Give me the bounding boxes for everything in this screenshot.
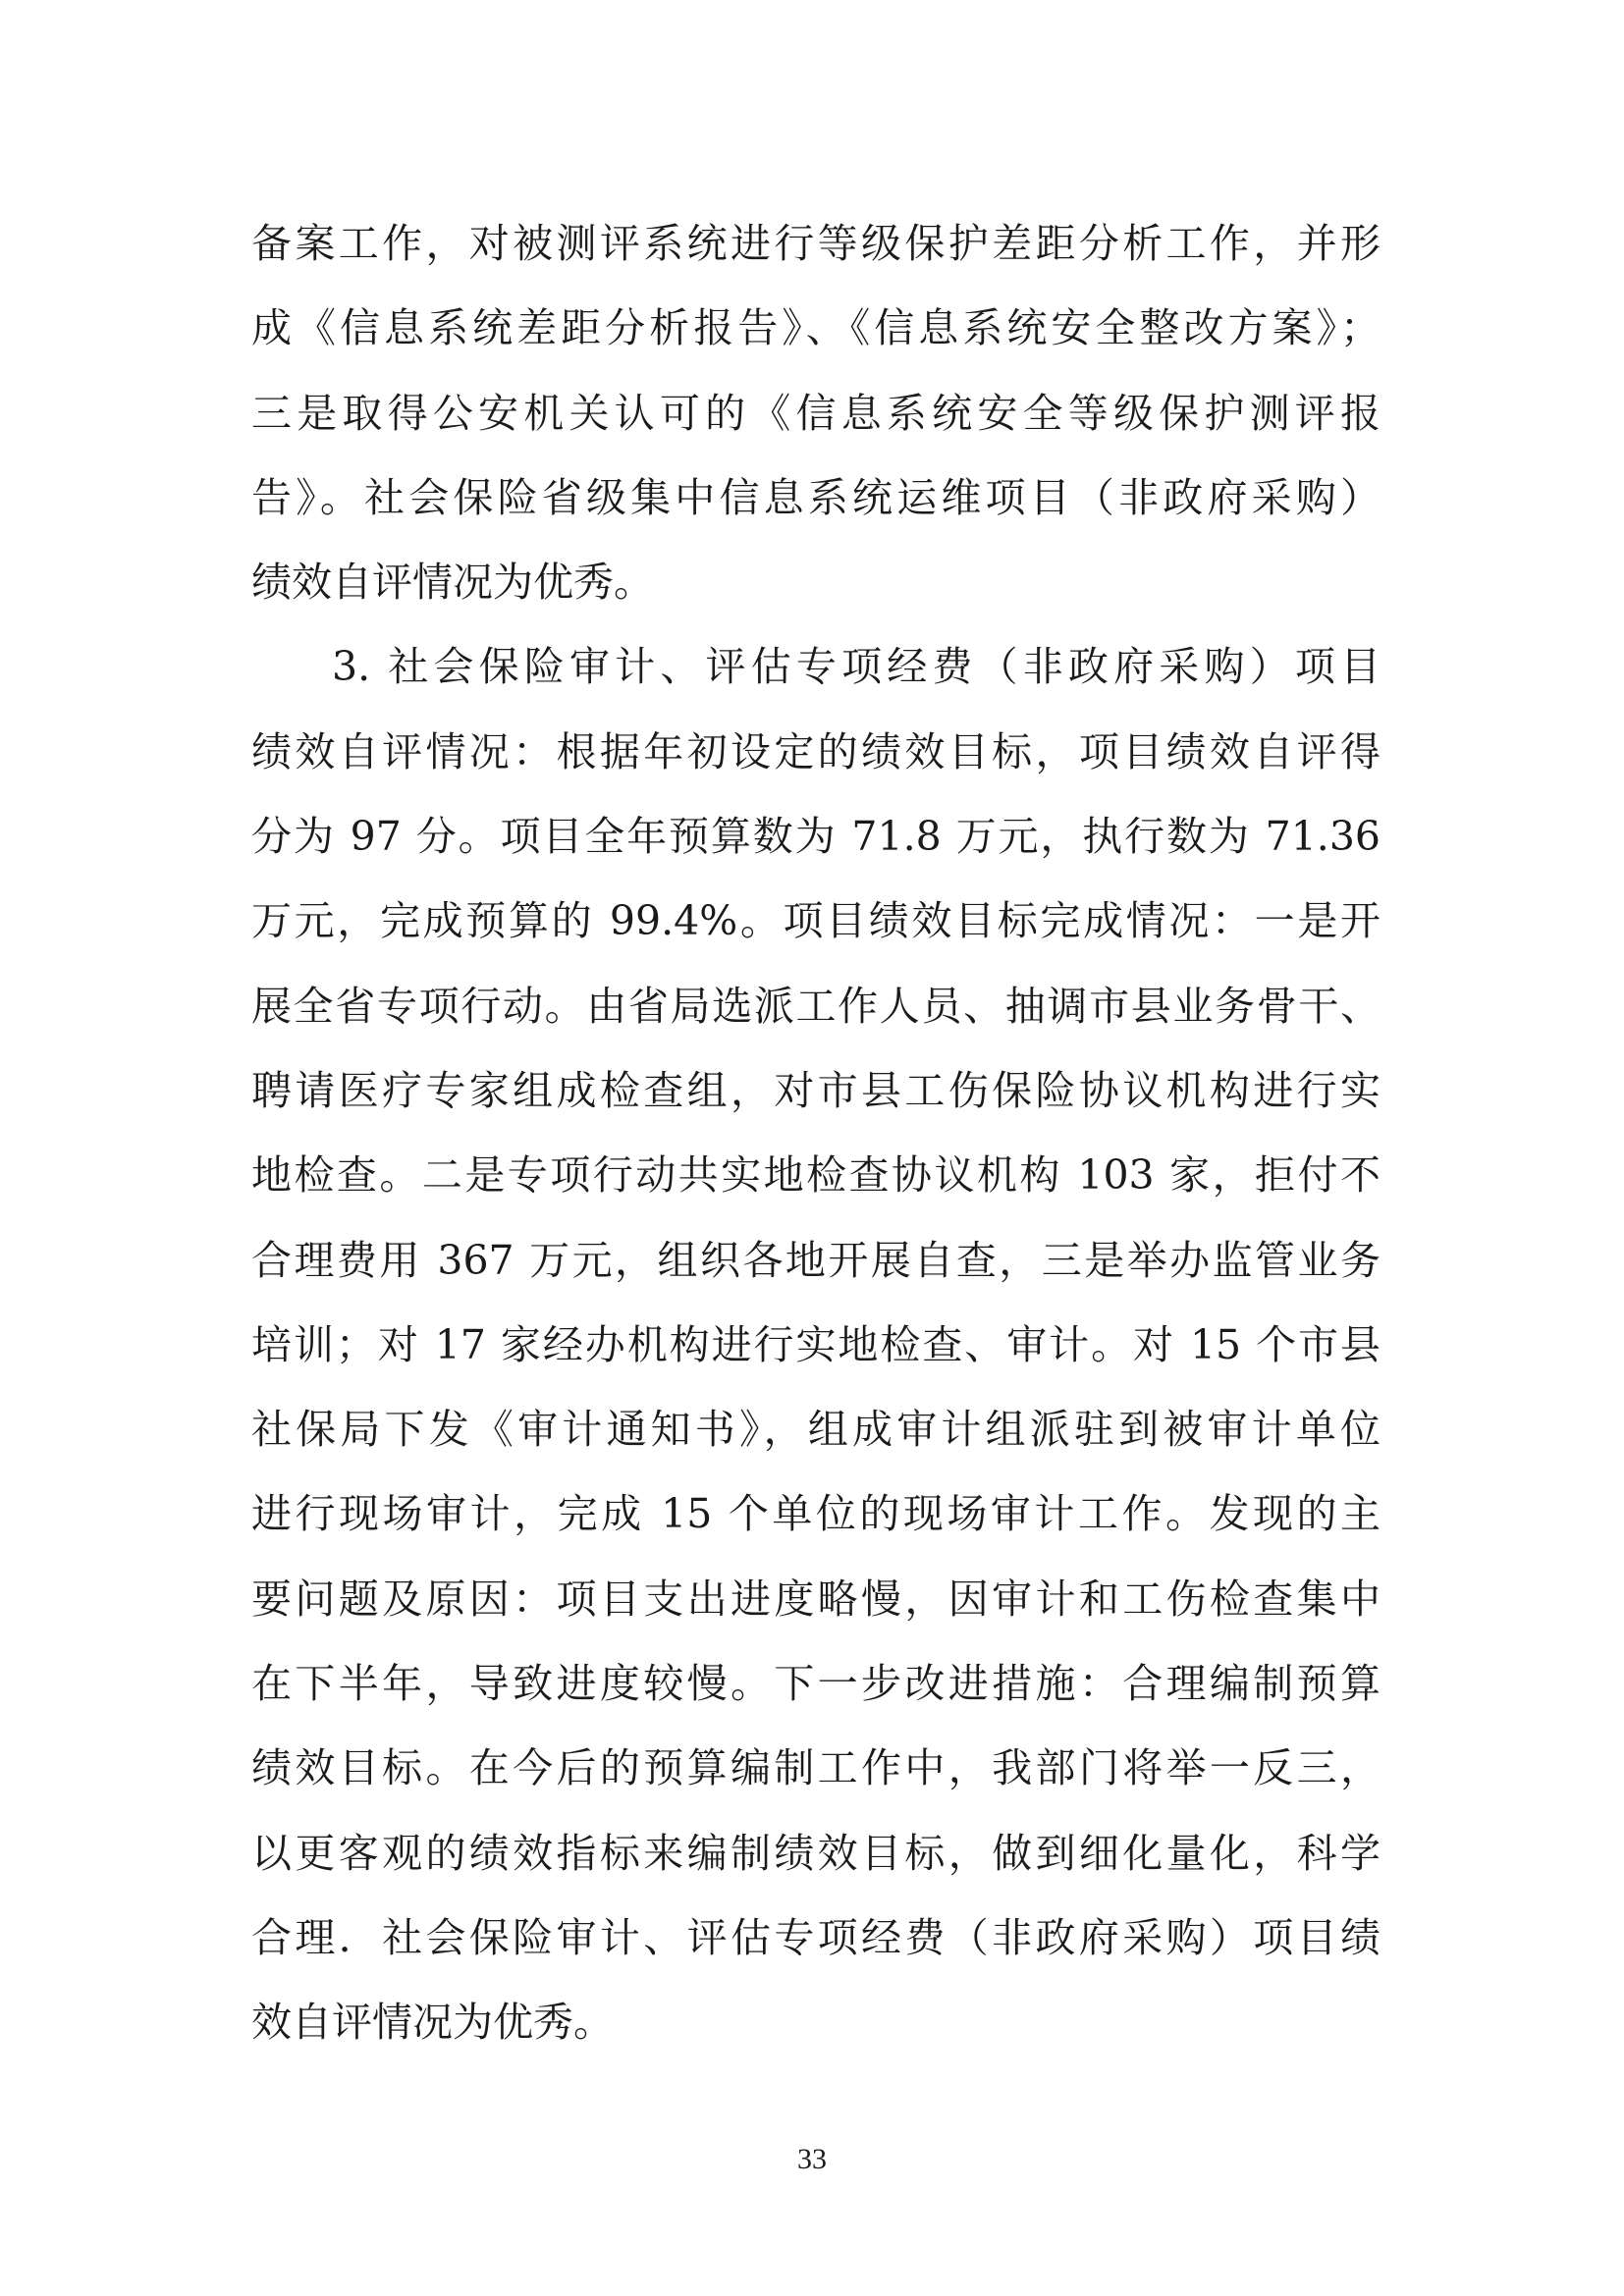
text-line: 成《信息系统差距分析报告》、《信息系统安全整改方案》； [251,304,1380,352]
text-line: 万元，完成预算的 99.4%。项目绩效目标完成情况：一是开 [251,897,1380,945]
text-line: 备案工作，对被测评系统进行等级保护差距分析工作，并形 [251,220,1380,267]
text-line: 以更客观的绩效指标来编制绩效目标，做到细化量化，科学 [251,1829,1380,1877]
body-text [251,201,1380,2065]
paragraph-heading-line: 3. 社会保险审计、评估专项经费（非政府采购）项目 [332,643,1380,691]
text-line: 社保局下发《审计通知书》，组成审计组派驻到被审计单位 [251,1406,1380,1454]
text-line: 合理．社会保险审计、评估专项经费（非政府采购）项目绩 [251,1913,1380,1961]
text-line: 告》。社会保险省级集中信息系统运维项目（非政府采购） [251,473,1380,521]
text-line: 合理费用 367 万元，组织各地开展自查，三是举办监管业务 [251,1236,1380,1284]
text-line: 绩效自评情况：根据年初设定的绩效目标，项目绩效自评得 [251,727,1380,775]
text-line: 培训；对 17 家经办机构进行实地检查、审计。对 15 个市县 [251,1320,1380,1368]
page-number: 33 [797,2143,827,2175]
text-line: 聘请医疗专家组成检查组，对市县工伤保险协议机构进行实 [251,1066,1380,1114]
text-line: 分为 97 分。项目全年预算数为 71.8 万元，执行数为 71.36 [251,813,1380,861]
text-line: 进行现场审计，完成 15 个单位的现场审计工作。发现的主 [251,1490,1380,1538]
text-line: 绩效目标。在今后的预算编制工作中，我部门将举一反三， [251,1744,1380,1792]
text-line: 在下半年，导致进度较慢。下一步改进措施：合理编制预算 [251,1660,1380,1708]
text-line: 要问题及原因：项目支出进度略慢，因审计和工伤检查集中 [251,1575,1380,1623]
text-line: 绩效自评情况为优秀。 [251,559,654,607]
text-line: 效自评情况为优秀。 [251,1999,614,2047]
text-line: 展全省专项行动。由省局选派工作人员、抽调市县业务骨干、 [251,982,1380,1030]
text-line: 地检查。二是专项行动共实地检查协议机构 103 家，拒付不 [251,1151,1380,1200]
text-line: 三是取得公安机关认可的《信息系统安全等级保护测评报 [251,389,1380,437]
